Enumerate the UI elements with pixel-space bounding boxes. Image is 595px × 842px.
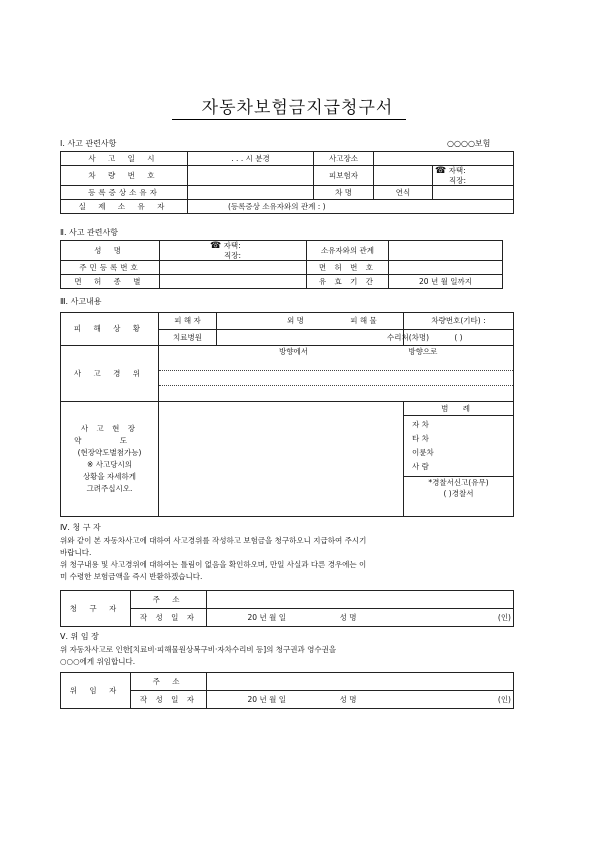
- claimant-address-label: 주 소: [131, 591, 207, 609]
- insured-field[interactable]: [374, 166, 433, 186]
- car-name-label: 차 명: [314, 186, 374, 200]
- legend-item: 자 차: [412, 420, 429, 429]
- claimant-name-label: 성 명: [327, 609, 370, 627]
- work-phone-label: 직장:: [449, 176, 467, 185]
- delegator-seal[interactable]: (인): [370, 691, 514, 709]
- real-owner-label: 실 제 소 유 자: [61, 200, 188, 214]
- registered-owner-field[interactable]: [188, 186, 314, 200]
- sketch-line: 상황을 자세하게: [82, 472, 137, 481]
- sketch-line: ※ 사고당시의: [87, 460, 132, 469]
- license-number-field[interactable]: [389, 261, 503, 275]
- phone-icon: ☎: [435, 166, 447, 176]
- delegator-address-field[interactable]: [207, 673, 514, 691]
- driver-info-table: [60, 240, 503, 289]
- sketch-line: 사 고 현 장: [80, 424, 139, 433]
- sketch-instructions: [61, 402, 159, 517]
- driver-name-label: 성 명: [61, 241, 160, 261]
- claimant-date-value[interactable]: 20 년 월 일: [207, 609, 327, 627]
- title-underline: [172, 119, 406, 120]
- resident-number-label: 주민등록번호: [61, 261, 160, 275]
- police-station-label: ( )경찰서: [443, 489, 474, 498]
- repair-shop-label: 수리처(차명): [217, 330, 402, 346]
- process-line: [159, 371, 513, 386]
- license-number-label: 면 허 번 호: [307, 261, 389, 275]
- section-1-heading: Ⅰ. 사고 관련사항: [60, 139, 117, 148]
- accident-date-label: 사 고 일 시: [61, 152, 188, 166]
- insured-label: 피보험자: [314, 166, 374, 186]
- accident-date-value[interactable]: . . . 시 분경: [188, 152, 314, 166]
- claimant-table: [60, 590, 514, 627]
- claim-statement-line: 바랍니다.: [60, 548, 92, 557]
- resident-number-field[interactable]: [160, 261, 307, 275]
- insurer-name: ○○○○보험: [447, 139, 491, 148]
- claimant-date-label: 작 성 일 자: [131, 609, 207, 627]
- police-report-label: *경찰서신고(유무): [428, 478, 489, 487]
- claimant-seal[interactable]: (인): [370, 609, 514, 627]
- legend-item: 타 차: [412, 434, 429, 443]
- section-5-heading: Ⅴ. 위 임 장: [60, 632, 99, 641]
- driver-phone[interactable]: [160, 241, 307, 261]
- damage-status-label: 피 해 상 황: [61, 313, 159, 346]
- victim-label: 피 해 자: [159, 313, 217, 330]
- claim-statement-line: 위 청구내용 및 사고경위에 대하여는 틀림이 없음을 확인하오며, 만일 사실과 다른 경우에는 이: [60, 560, 367, 569]
- claimant-address-field[interactable]: [207, 591, 514, 609]
- valid-period-label: 유 효 기 간: [307, 275, 389, 289]
- insured-phone[interactable]: [433, 166, 514, 186]
- sketch-line: 그려주십시오.: [86, 484, 133, 493]
- phone-icon: ☎: [210, 241, 222, 251]
- property-damage-label: 피 해 물: [350, 316, 377, 325]
- delegator-table: [60, 672, 514, 709]
- delegator-date-value[interactable]: 20 년 월 일: [207, 691, 327, 709]
- legend-item: 사 람: [412, 462, 429, 471]
- legend-item: 이륜차: [412, 448, 434, 457]
- model-year-label: 연식: [374, 186, 433, 200]
- registered-owner-label: 등록증상소유자: [61, 186, 188, 200]
- claim-statement-line: 미 수령한 보험금액을 즉시 반환하겠습니다.: [60, 572, 203, 581]
- home-phone-label: 자택:: [448, 166, 466, 175]
- hospital-label: 치료병원: [159, 330, 217, 346]
- claim-statement-line: 위와 같이 본 자동차사고에 대하여 사고경위를 작성하고 보험금을 청구하오니 지급하여 주시기: [60, 536, 367, 545]
- legend-box: [404, 402, 514, 517]
- injury-count[interactable]: [217, 313, 402, 330]
- delegator-name-label: 성 명: [327, 691, 370, 709]
- home-phone-label: 자택:: [223, 241, 241, 250]
- license-type-field[interactable]: [160, 275, 307, 289]
- accident-info-table: [60, 151, 514, 214]
- vehicle-number-field[interactable]: [188, 166, 314, 186]
- work-phone-label: 직장:: [224, 251, 242, 260]
- delegator-label: 위 임 자: [61, 673, 131, 709]
- model-year-field[interactable]: [433, 186, 514, 200]
- direction-from: 방향에서: [279, 347, 308, 356]
- delegator-date-label: 작 성 일 자: [131, 691, 207, 709]
- legend-list: [404, 418, 513, 474]
- direction-to: 방향으로: [408, 347, 438, 356]
- real-owner-value[interactable]: (등록증상 소유자와의 관계 : ): [188, 200, 514, 214]
- sketch-line: 약 도: [74, 436, 145, 445]
- sketch-line: (현장약도별첨가능): [77, 448, 142, 457]
- delegation-statement-line: ○○○에게 위임합니다.: [60, 657, 136, 666]
- claim-statement: [60, 535, 530, 583]
- police-report[interactable]: [404, 476, 513, 499]
- process-line: [159, 358, 513, 371]
- vehicle-number-label: 차 량 번 호: [61, 166, 188, 186]
- accident-place-label: 사고장소: [314, 152, 374, 166]
- delegation-statement-line: 위 자동차사고로 인한[치료비·피해물원상복구비·자차수리비 등]의 청구권과 영수권을: [60, 645, 337, 654]
- delegator-address-label: 주 소: [131, 673, 207, 691]
- injury-count-label: 외 명: [287, 316, 304, 325]
- accident-place-field[interactable]: [374, 152, 514, 166]
- accident-process-label: 사 고 경 위: [61, 346, 159, 402]
- valid-period-value[interactable]: 20 년 월 일까지: [389, 275, 503, 289]
- direction-line: [159, 346, 513, 358]
- accident-process-field[interactable]: [159, 346, 514, 402]
- section-3-heading: Ⅲ. 사고내용: [60, 297, 102, 306]
- plate-number-label[interactable]: 차량번호(기타) :: [404, 313, 514, 330]
- license-type-label: 면 허 종 별: [61, 275, 160, 289]
- legend-title: 범 례: [404, 402, 513, 416]
- delegation-statement: [60, 644, 530, 668]
- owner-relation-field[interactable]: [389, 241, 503, 261]
- section-2-heading: Ⅱ. 사고 관련사항: [60, 228, 118, 237]
- section-4-heading: Ⅳ. 청 구 자: [60, 523, 101, 532]
- form-title: 자동차보험금지급청구서: [201, 98, 394, 118]
- sketch-area[interactable]: [159, 402, 404, 517]
- claimant-label: 청 구 자: [61, 591, 131, 627]
- owner-relation-label: 소유자와의 관계: [307, 241, 389, 261]
- repair-shop-value[interactable]: ( ): [404, 330, 514, 346]
- accident-content-table: [60, 312, 514, 517]
